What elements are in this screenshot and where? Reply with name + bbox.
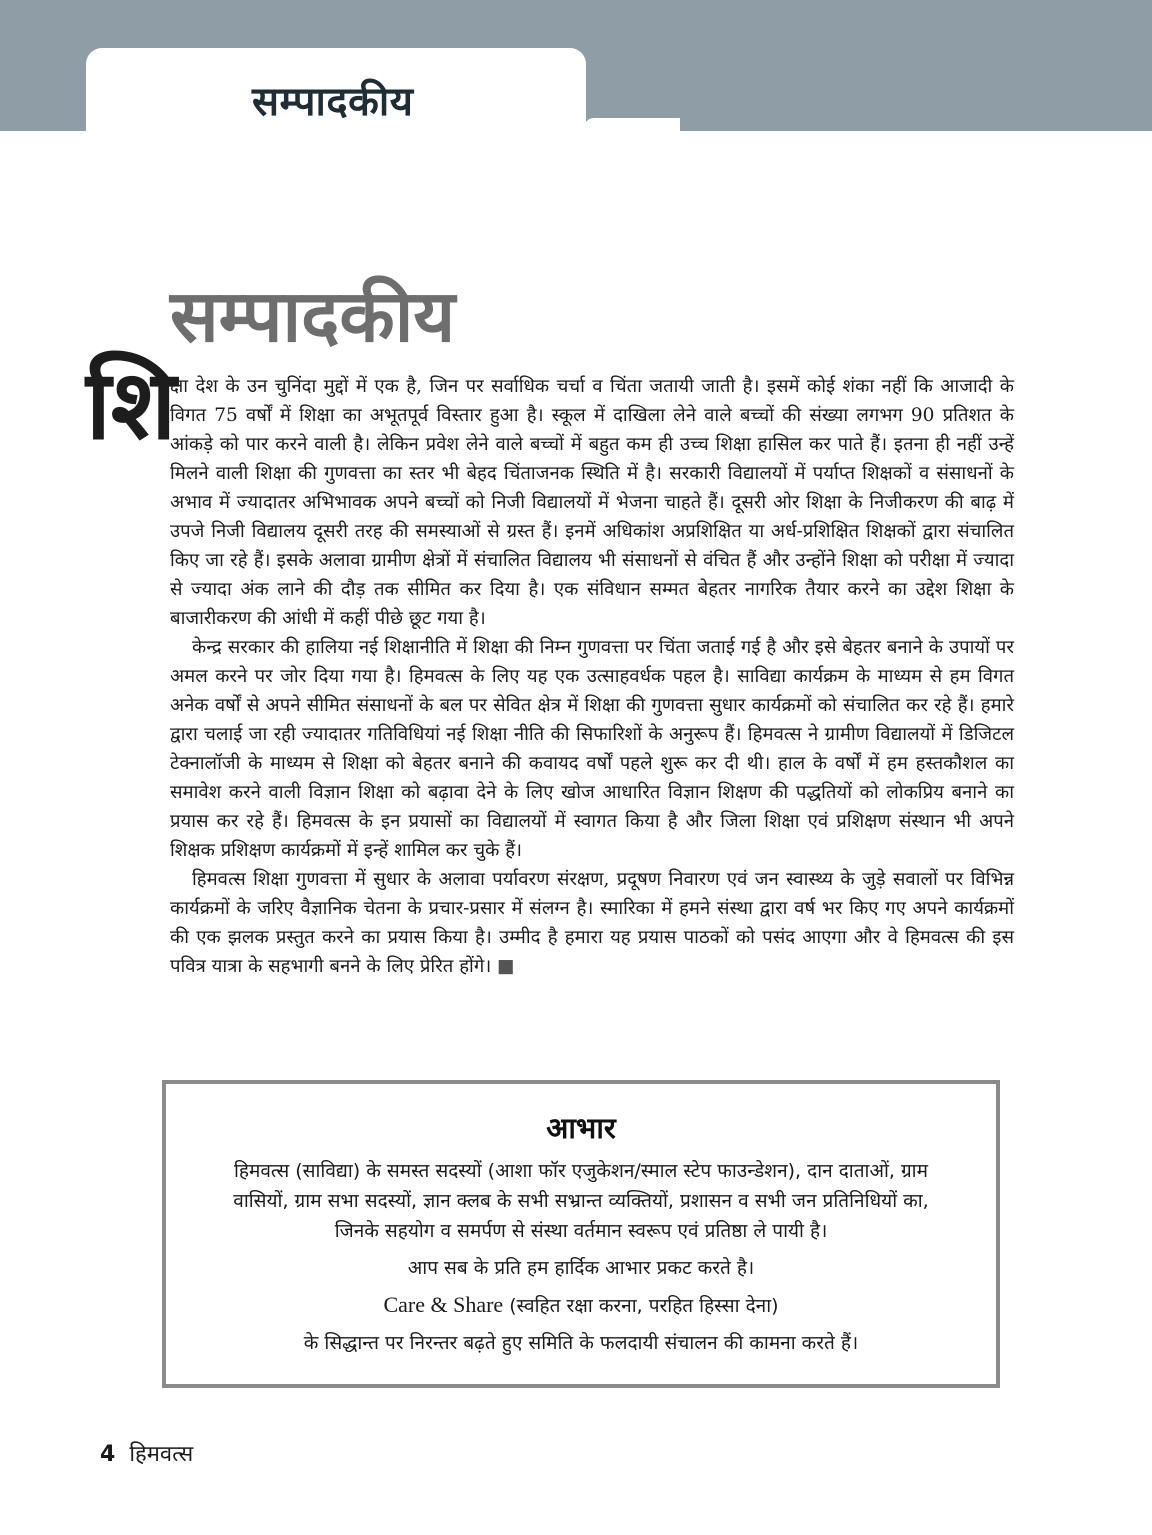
- drop-cap: शि: [86, 349, 177, 461]
- acknowledgement-line-4: आप सब के प्रति हम हार्दिक आभार प्रकट करते है।: [407, 1257, 755, 1279]
- motto-english: Care & Share: [383, 1292, 504, 1317]
- article-paragraph-1: क्षा देश के उन चुनिंदा मुद्दों में एक है, जिन पर सर्वाधिक चर्चा व चिंता जतायी जाती है। इसमें कोई शंका नहीं कि आजादी के विगत 75 वर्षों में शिक्षा का अभूतपूर्व विस्तार हुआ है। स्कूल में दाखिला लेने वाले बच्चों की संख्या लगभग 90 प्रतिशत के आंकड़े को पार करने वाली है। लेकिन प्रवेश लेने वाले बच्चों में बहुत कम ही उच्च शिक्षा हासिल कर पाते हैं। इतना ही नहीं उन्हें मिलने वाली शिक्षा की गुणवत्ता का स्तर भी बेहद चिंताजनक स्थिति में है। सरकारी विद्यालयों में पर्याप्त शिक्षकों व संसाधनों के अभाव में ज्यादातर अभिभावक अपने बच्चों को निजी विद्यालयों में भेजना चाहते हैं। दूसरी ओर शिक्षा के निजीकरण की बाढ़ में उपजे निजी विद्यालय दूसरी तरह की समस्याओं से ग्रस्त हैं। इनमें अधिकांश अप्रशिक्षित या अर्ध-प्रशिक्षित शिक्षकों द्वारा संचालित किए जा रहे हैं। इसके अलावा ग्रामीण क्षेत्रों में संचालित विद्यालय भी संसाधनों से वंचित हैं और उन्होंने शिक्षा को परीक्षा में ज्यादा से ज्यादा अंक लाने की दौड़ तक सीमित कर दिया है। एक संविधान सम्मत बेहतर नागरिक तैयार करने का उद्देश शिक्षा के बाजारीकरण की आंधी में कहीं पीछे छूट गया है।: [170, 376, 1014, 629]
- acknowledgement-line-1: हिमवत्स (साविद्या) के समस्त सदस्यों (आशा फॉर एजुकेशन/स्माल स्टेप फाउन्डेशन), दान दाताओं, ग्राम: [234, 1160, 928, 1182]
- article-title: सम्पादकीय: [170, 274, 456, 358]
- publication-name: हिमवत्स: [129, 1442, 194, 1467]
- acknowledgement-line-3: जिनके सहयोग व समर्पण से संस्था वर्तमान स्वरूप एवं प्रतिष्ठा ले पायी है।: [334, 1220, 828, 1242]
- page-number: 4: [100, 1442, 116, 1467]
- header-title: सम्पादकीय: [252, 79, 414, 125]
- page-footer: [100, 1440, 193, 1470]
- acknowledgement-line-2: वासियों, ग्राम सभा सदस्यों, ज्ञान क्लब के सभी सभ्रान्त व्यक्तियों, प्रशासन व सभी जन प्रतिनिधियों का,: [233, 1190, 929, 1212]
- acknowledgement-body: [186, 1156, 976, 1358]
- acknowledgement-closing: के सिद्धान्त पर निरन्तर बढ़ते हुए समिति के फलदायी संचालन की कामना करते हैं।: [303, 1332, 859, 1354]
- article-paragraph-3: [170, 865, 1014, 981]
- article-paragraph-2: केन्द्र सरकार की हालिया नई शिक्षानीति में शिक्षा की निम्न गुणवत्ता पर चिंता जताई गई है और इसे बेहतर बनाने के उपायों पर अमल करने पर जोर दिया गया है। हिमवत्स के लिए यह एक उत्साहवर्धक पहल है। साविद्या कार्यक्रम के माध्यम से हम विगत अनेक वर्षों से अपने सीमित संसाधनों के बल पर सेवित क्षेत्र में शिक्षा की गुणवत्ता सुधार कार्यक्रमों को संचालित कर रहे हैं। हमारे द्वारा चलाई जा रही ज्यादातर गतिविधियां नई शिक्षा नीति की सिफारिशों के अनुरूप हैं। हिमवत्स ने ग्रामीण विद्यालयों में डिजिटल टेक्नालॉजी के माध्यम से शिक्षा को बेहतर बनाने की कवायद वर्षों पहले शुरू कर दी थी। हाल के वर्षों में हम हस्तकौशल का समावेश करने वाली विज्ञान शिक्षा को बढ़ावा देने के लिए खोज आधारित विज्ञान शिक्षण की पद्धतियों को लोकप्रिय बनाने का प्रयास कर रहे हैं। हिमवत्स के इन प्रयासों का विद्यालयों में स्वागत किया है और जिला शिक्षा एवं प्रशिक्षण संस्थान भी अपने शिक्षक प्रशिक्षण कार्यक्रमों में इन्हें शामिल कर चुके हैं।: [170, 637, 1014, 861]
- acknowledgement-motto: [186, 1290, 976, 1321]
- motto-hindi: (स्वहित रक्षा करना, परहित हिस्सा देना): [509, 1295, 779, 1317]
- article-paragraph-3-text: हिमवत्स शिक्षा गुणवत्ता में सुधार के अलावा पर्यावरण संरक्षण, प्रदूषण निवारण एवं जन स्वास्थ्य के जुड़े सवालों पर विभिन्न कार्यक्रमों के जरिए वैज्ञानिक चेतना के प्रचार-प्रसार में संलग्न है। स्मारिका में हमने संस्था द्वारा वर्ष भर किए गए अपने कार्यक्रमों की एक झलक प्रस्तुत करने का प्रयास किया है। उम्मीद है हमारा यह प्रयास पाठकों को पसंद आएगा और वे हिमवत्स की इस पवित्र यात्रा के सहभागी बनने के लिए प्रेरित होंगे।: [170, 869, 1014, 977]
- acknowledgement-box: [162, 1080, 1000, 1388]
- header-tab-notch: [584, 118, 680, 132]
- acknowledgement-title: आभार: [546, 1111, 616, 1145]
- end-mark-icon: ■: [497, 956, 515, 977]
- article-body: [170, 372, 1014, 981]
